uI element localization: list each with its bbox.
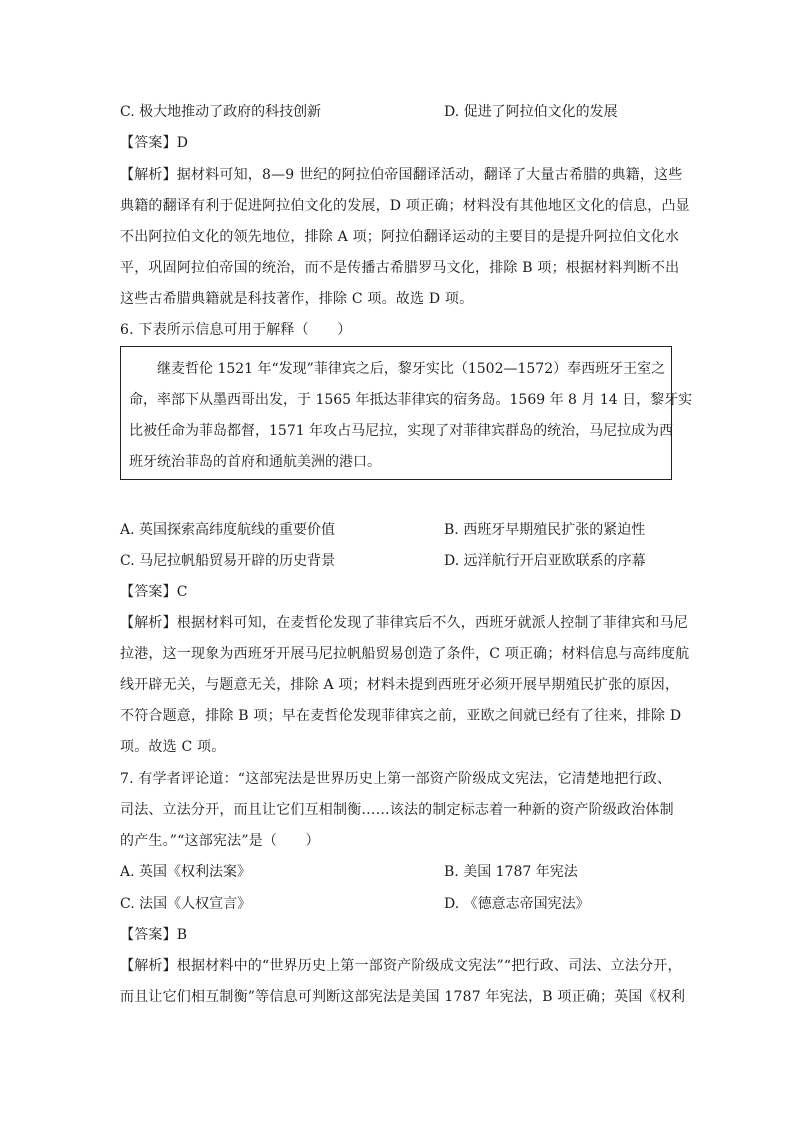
q7-question-line: 的产生。”“这部宪法”是（ ） bbox=[120, 833, 320, 849]
q6-analysis-line: 拉港，这一现象为西班牙开展马尼拉帆船贸易创造了条件，C 项正确；材料信息与高纬度航 bbox=[120, 646, 690, 662]
q6-analysis-line: 不符合题意，排除 B 项；早在麦哲伦发现菲律宾之前，亚欧之间就已经有了往来，排除 D bbox=[120, 708, 682, 724]
q5-analysis-line: 典籍的翻译有利于促进阿拉伯文化的发展，D 项正确；材料没有其他地区文化的信息，凸显 bbox=[120, 198, 690, 214]
q7-option-c: C. 法国《人权宣言》 bbox=[120, 896, 252, 912]
q6-material-line: 比被任命为菲岛都督，1571 年攻占马尼拉，实现了对菲律宾群岛的统治，马尼拉成为西 bbox=[129, 423, 674, 439]
q6-question: 6. 下表所示信息可用于解释（ ） bbox=[120, 322, 352, 338]
q5-option-c: C. 极大地推动了政府的科技创新 bbox=[120, 104, 322, 120]
q5-analysis-line: 平，巩固阿拉伯帝国的统治，而不是传播古希腊罗马文化，排除 B 项；根据材料判断不出 bbox=[120, 260, 680, 276]
q7-question-line: 司法、立法分开，而且让它们互相制衡……该法的制定标志着一种新的资产阶级政治体制 bbox=[120, 802, 674, 818]
q6-material-box bbox=[120, 346, 693, 480]
q6-option-b: B. 西班牙早期殖民扩张的紧迫性 bbox=[444, 522, 646, 538]
q6-option-a: A. 英国探索高纬度航线的重要价值 bbox=[120, 522, 336, 538]
q7-analysis-line: 【解析】根据材料中的“世界历史上第一部资产阶级成文宪法”“把行政、司法、立法分开， bbox=[120, 958, 682, 974]
q5-analysis-line: 这些古希腊典籍就是科技著作，排除 C 项。故选 D 项。 bbox=[120, 291, 474, 307]
q6-material-line: 班牙统治菲岛的首府和通航美洲的港口。 bbox=[129, 454, 381, 470]
q7-option-d: D. 《德意志帝国宪法》 bbox=[444, 896, 590, 912]
q6-option-d: D. 远洋航行开启亚欧联系的序幕 bbox=[444, 553, 646, 569]
q5-answer: 【答案】D bbox=[120, 135, 189, 151]
q7-question-line: 7. 有学者评论道：“这部宪法是世界历史上第一部资产阶级成文宪法，它清楚地把行政、 bbox=[120, 771, 672, 787]
q7-answer: 【答案】B bbox=[120, 927, 188, 943]
q7-option-b: B. 美国 1787 年宪法 bbox=[444, 864, 578, 880]
q5-analysis-line: 不出阿拉伯文化的领先地位，排除 A 项；阿拉伯翻译运动的主要目的是提升阿拉伯文化水 bbox=[120, 229, 680, 245]
q6-material-line: 命，率部下从墨西哥出发，于 1565 年抵达菲律宾的宿务岛。1569 年 8 月 14 日，黎牙实 bbox=[129, 392, 693, 408]
q6-material-line: 继麦哲伦 1521 年“发现”菲律宾之后，黎牙实比（1502—1572）奉西班牙王室之 bbox=[157, 361, 666, 377]
q5-option-d: D. 促进了阿拉伯文化的发展 bbox=[444, 104, 618, 120]
q6-analysis-line: 【解析】根据材料可知，在麦哲伦发现了菲律宾后不久，西班牙就派人控制了菲律宾和马尼 bbox=[120, 615, 688, 631]
q7-analysis-line: 而且让它们相互制衡”等信息可判断这部宪法是美国 1787 年宪法，B 项正确；英国《权利 bbox=[120, 989, 686, 1005]
q5-analysis-line: 【解析】据材料可知，8—9 世纪的阿拉伯帝国翻译活动，翻译了大量古希腊的典籍，这些 bbox=[120, 167, 683, 183]
q6-option-c: C. 马尼拉帆船贸易开辟的历史背景 bbox=[120, 553, 336, 569]
q6-answer: 【答案】C bbox=[120, 584, 188, 600]
q7-option-a: A. 英国《权利法案》 bbox=[120, 864, 252, 880]
q6-analysis-line: 项。故选 C 项。 bbox=[120, 739, 226, 755]
q6-analysis-line: 线开辟无关，与题意无关，排除 A 项；材料未提到西班牙必须开展早期殖民扩张的原因， bbox=[120, 677, 680, 693]
